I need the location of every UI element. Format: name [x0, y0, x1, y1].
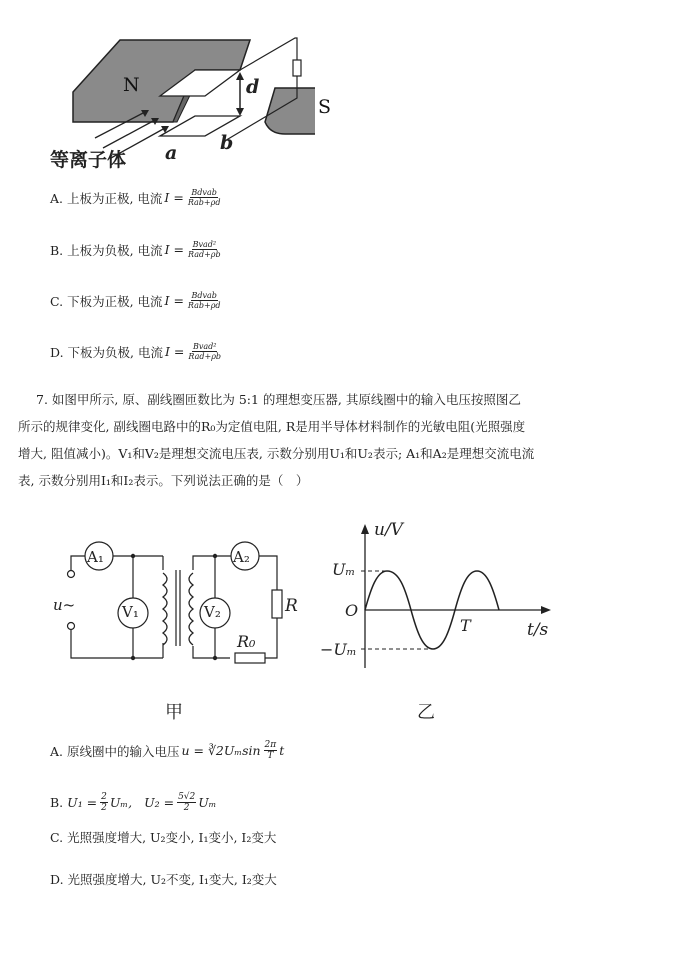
- caption-yi: 乙: [417, 702, 435, 723]
- option-6a: A. 上板为正极, 电流 I = $\frac{\text{Bdvab}}{\text{Rab+ρd}}$: [50, 188, 221, 208]
- plasma-caption: 等离子体: [50, 149, 127, 171]
- period-label: T: [460, 616, 471, 635]
- axis-y-label: u/V: [374, 520, 403, 540]
- resistor-r-label: R: [285, 596, 298, 616]
- label-n: N: [123, 74, 140, 96]
- label-a: a: [165, 142, 178, 164]
- option-6c: C. 下板为正极, 电流 I = $\frac{\text{Bdvab}}{\text{Rab+ρd}}$: [50, 291, 221, 311]
- option-6b: B. 上板为负极, 电流 I = $\frac{\text{Bvad²}}{\text{Rad+ρb}}$: [50, 240, 221, 260]
- voltmeter-v2: V₂: [204, 603, 221, 621]
- question-7-stem: 7. 如图甲所示, 原、副线圈匝数比为 5:1 的理想变压器, 其原线圈中的输入电压按照图乙 所示的规律变化, 副线圈电路中的R₀为定值电阻, R是用半导体材料制作的光敏电阻(光照强度 增大, 阻值减小)。V₁和V₂是理想交流电压表, 示数分别用U₁和U₂表示; A₁和A₂是理想交流电流 表, 示数分别用I₁和I₂表示。下列说法正确的是（ ）: [18, 392, 535, 488]
- source-label: u~: [53, 596, 76, 614]
- magnet-s: [265, 88, 315, 134]
- resistor-r0-label: R₀: [237, 632, 256, 651]
- option-7a: A. 原线圈中的输入电压 u = ∛2Uₘsin $\frac{2\pi}{T}$ t: [50, 740, 285, 762]
- label-b: b: [220, 132, 234, 154]
- option-6d: D. 下板为负极, 电流 I = $\frac{\text{Bvad²}}{\text{Rad+ρb}}$: [50, 342, 222, 362]
- option-7c: C. 光照强度增大, U₂变小, I₁变小, I₂变大: [50, 830, 277, 845]
- axis-x-label: t/s: [527, 620, 549, 640]
- option-7b: B. U₁ = $\frac{2}{2}$ Uₘ, U₂ = $\frac{5√2}{2}$ Uₘ: [50, 792, 217, 814]
- label-d: d: [246, 76, 260, 98]
- origin-label: O: [345, 601, 359, 620]
- option-7d: D. 光照强度增大, U₂不变, I₁变大, I₂变大: [50, 872, 277, 887]
- voltmeter-v1: V₁: [122, 603, 139, 621]
- um-label: Uₘ: [332, 560, 356, 579]
- label-s: S: [318, 96, 332, 118]
- ammeter-a2: A₂: [233, 548, 250, 566]
- neg-um-label: −Uₘ: [320, 640, 357, 659]
- caption-jia: 甲: [165, 702, 183, 723]
- ammeter-a1: A₁: [87, 548, 104, 566]
